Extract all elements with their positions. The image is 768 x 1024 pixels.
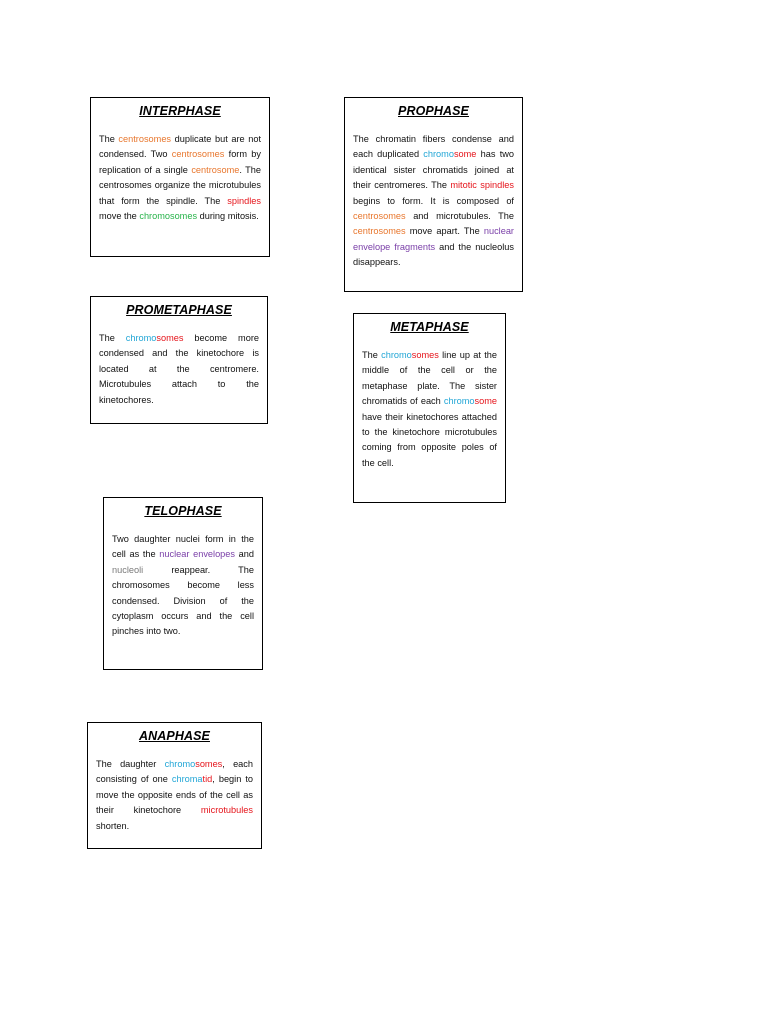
body-text: The chromatin fibers condense and each duplicated	[353, 134, 514, 160]
card-title: TELOPHASE	[144, 504, 222, 518]
body-text: , begin to move the opposite ends of the cell as their kinetochore	[96, 774, 253, 816]
highlighted-term: centrosomes	[353, 226, 406, 237]
body-text: The	[362, 350, 382, 360]
body-text: become more condensed and the kinetochore is located at the centromere. Microtubules attach to the kinetochores.	[99, 333, 259, 405]
body-text: shorten.	[96, 820, 130, 831]
highlighted-term: somes	[411, 350, 439, 360]
body-text: Two daughter nuclei form in the cell as the	[112, 534, 254, 560]
highlighted-term: spindles	[227, 195, 261, 206]
interphase-card	[90, 97, 270, 257]
highlighted-term: some	[474, 396, 497, 407]
body-text: move apart. The	[405, 226, 484, 237]
anaphase-card	[87, 722, 262, 849]
highlighted-term: chromosomes	[139, 211, 198, 222]
body-text: , each consisting of one	[96, 759, 253, 785]
body-text: The	[99, 134, 119, 144]
highlighted-term: centrosomes	[118, 134, 172, 144]
highlighted-term: somes	[195, 759, 223, 769]
highlighted-term: nuclear envelope fragments	[353, 226, 514, 252]
highlighted-term: centrosome	[191, 164, 240, 175]
highlighted-term: chromo	[443, 396, 475, 407]
body-text: during mitosis.	[197, 211, 259, 222]
prophase-card	[344, 97, 523, 292]
highlighted-term: centrosomes	[171, 149, 225, 160]
card-title: PROMETAPHASE	[126, 303, 232, 317]
highlighted-term: microtubules	[200, 805, 253, 816]
body-text: and the nucleolus disappears.	[353, 241, 515, 268]
card-title: PROPHASE	[398, 104, 469, 118]
prometaphase-card	[90, 296, 268, 424]
body-text: move the	[99, 211, 140, 222]
highlighted-term: chromo	[423, 149, 454, 160]
metaphase-card	[353, 313, 506, 503]
highlighted-term: mitotic spindles	[450, 180, 514, 191]
telophase-card	[103, 497, 263, 670]
highlighted-term: nucleoli	[112, 564, 144, 575]
card-body	[96, 757, 253, 834]
body-text: duplicate but are not condensed. Two	[99, 134, 261, 160]
body-text: line up at the middle of the cell or the metaphase plate. The sister chromatids of each	[362, 350, 497, 407]
body-text: The	[99, 333, 126, 343]
highlighted-term: nuclear envelopes	[159, 549, 235, 560]
body-text: has two identical sister chromatids joined at their centromeres. The	[353, 149, 514, 191]
body-text: form by replication of a single	[99, 149, 261, 175]
highlighted-term: chromo	[381, 350, 412, 360]
card-body	[353, 132, 514, 271]
body-text: The daughter	[96, 759, 165, 769]
highlighted-term: chromo	[164, 759, 196, 769]
card-title: METAPHASE	[390, 320, 469, 334]
highlighted-term: somes	[156, 333, 184, 343]
card-body	[112, 532, 254, 640]
body-text: have their kinetochores attached to the kinetochore microtubules coming from opposite poles of the cell.	[362, 411, 497, 468]
highlighted-term: some	[453, 149, 477, 160]
highlighted-term: chroma	[171, 774, 203, 785]
card-title: ANAPHASE	[139, 729, 210, 743]
body-text: . The centrosomes organize the microtubules that form the spindle. The	[99, 164, 261, 206]
highlighted-term: tid	[202, 774, 213, 785]
card-title: INTERPHASE	[139, 104, 221, 118]
body-text: and	[235, 549, 255, 560]
card-body	[99, 132, 261, 224]
highlighted-term: centrosomes	[353, 211, 406, 222]
card-body	[99, 331, 259, 408]
highlighted-term: chromo	[125, 333, 157, 343]
body-text: reappear. The chromosomes become less condensed. Division of the cytoplasm occurs and the cell pinches into two.	[112, 564, 254, 637]
card-body	[362, 348, 497, 471]
body-text: begins to form. It is composed of	[353, 195, 514, 206]
body-text: and microtubules. The	[405, 211, 514, 222]
